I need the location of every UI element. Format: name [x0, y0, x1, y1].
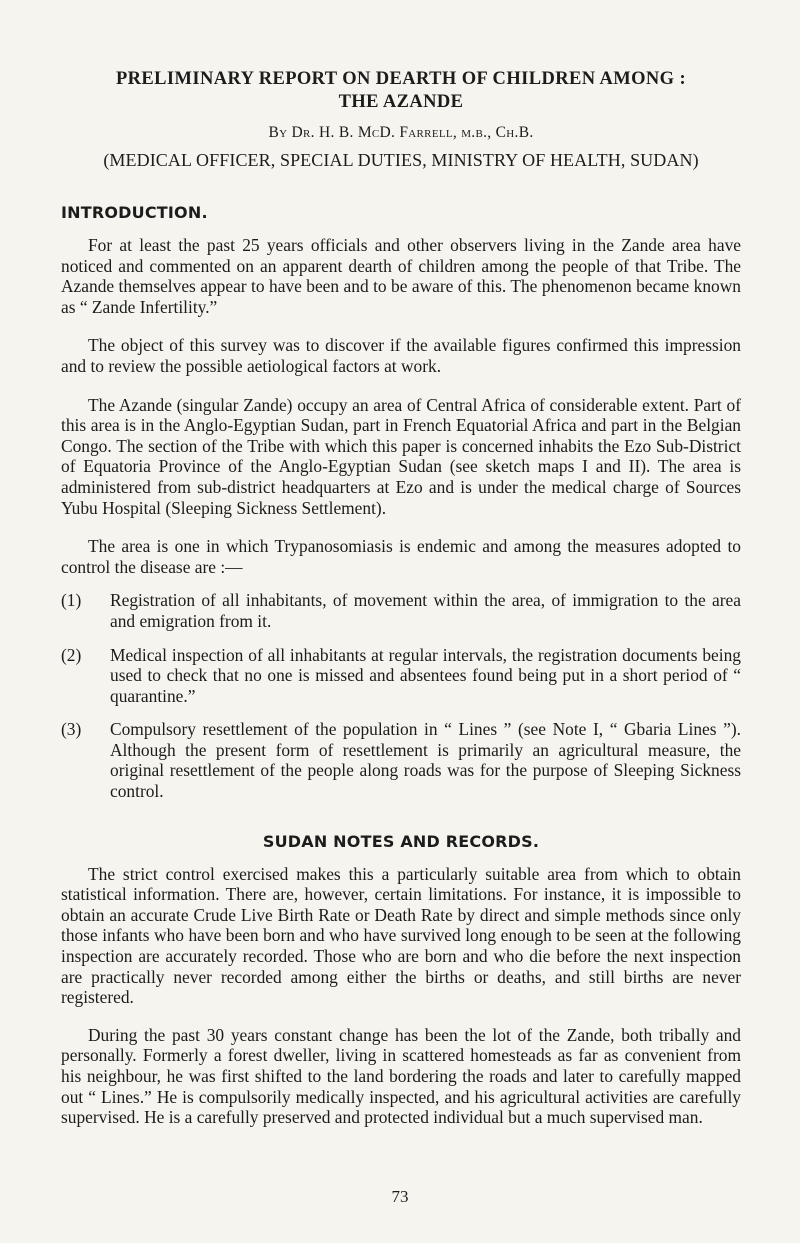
- control-measures-list: [61, 590, 741, 801]
- list-item: [61, 590, 741, 631]
- introduction-heading: INTRODUCTION.: [61, 203, 208, 222]
- list-item: [61, 645, 741, 707]
- body-paragraph-2: During the past 30 years constant change has been the lot of the Zande, both tribally and personally. Formerly a forest dweller, living in scattered homesteads as far as convenient from his neighbour, he was first shifted to the land bordering the roads and later to carefully mapped out “ Lines.” He is compulsorily medically inspected, and his agricultural activities are carefully supervised. He is a carefully preserved and protected individual but a much supervised man.: [61, 1024, 741, 1128]
- running-header: SUDAN NOTES AND RECORDS.: [262, 831, 540, 851]
- list-item-number: (3): [61, 719, 82, 740]
- intro-paragraph-3: The Azande (singular Zande) occupy an area of Central Africa of considerable extent. Part of this area is in the Anglo-Egyptian Sudan, part in French Equatorial Africa and part in the Belgian Congo. The section of the Tribe with which this paper is concerned inhabits the Ezo Sub-District of Equatoria Province of the Anglo-Egyptian Sudan (see sketch maps I and II). The area is administered from sub-district headquarters at Ezo and is under the medical charge of Sources Yubu Hospital (Sleeping Sickness Settlement).: [61, 394, 741, 518]
- page-number: 73: [391, 1187, 409, 1206]
- intro-paragraph-1: For at least the past 25 years officials and other observers living in the Zande area have noticed and commented on an apparent dearth of children among the people of that Tribe. The Azande themselves appear to have been and to be aware of this. The phenomenon became known as “ Zande Infertility.”: [61, 235, 741, 317]
- author-affiliation: (MEDICAL OFFICER, SPECIAL DUTIES, MINISTRY OF HEALTH, SUDAN): [103, 150, 699, 170]
- list-item-number: (2): [61, 644, 82, 665]
- list-item-text: Registration of all inhabitants, of movement within the area, of immigration to the area and emigration from it.: [110, 590, 741, 631]
- report-title: [61, 68, 741, 114]
- body-paragraph-1: The strict control exercised makes this a particularly suitable area from which to obtain statistical information. There are, however, certain limitations. For instance, it is impossible to obtain an accurate Crude Live Birth Rate or Death Rate by direct and simple methods since only those infants who have been born and who have survived long enough to be seen at the following inspection are accurately recorded. Those who are born and who die before the next inspection are practically never recorded among either the births or deaths, and still births are never registered.: [61, 863, 741, 1008]
- list-item-text: Medical inspection of all inhabitants at regular intervals, the registration documents being used to check that no one is missed and absentees found being put in a short period of “ quarantine.”: [110, 644, 741, 706]
- list-item: [61, 719, 741, 801]
- author-byline: By Dr. H. B. McD. Farrell, m.b., Ch.B.: [268, 124, 534, 141]
- list-item-number: (1): [61, 590, 82, 611]
- intro-paragraph-4: The area is one in which Trypanosomiasis is endemic and among the measures adopted to control the disease are :—: [61, 536, 741, 577]
- document-page: [61, 68, 741, 1128]
- title-line-1: PRELIMINARY REPORT ON DEARTH OF CHILDREN AMONG :: [115, 69, 687, 89]
- intro-paragraph-2: The object of this survey was to discover if the available figures confirmed this impression and to review the possible aetiological factors at work.: [61, 335, 741, 376]
- list-item-text: Compulsory resettlement of the population in “ Lines ” (see Note I, “ Gbaria Lines ”). Although the present form of resettlement is primarily an agricultural measure, the original resettlement of the people along roads was for the purpose of Sleeping Sickness control.: [110, 719, 741, 802]
- title-line-2: THE AZANDE: [338, 92, 464, 112]
